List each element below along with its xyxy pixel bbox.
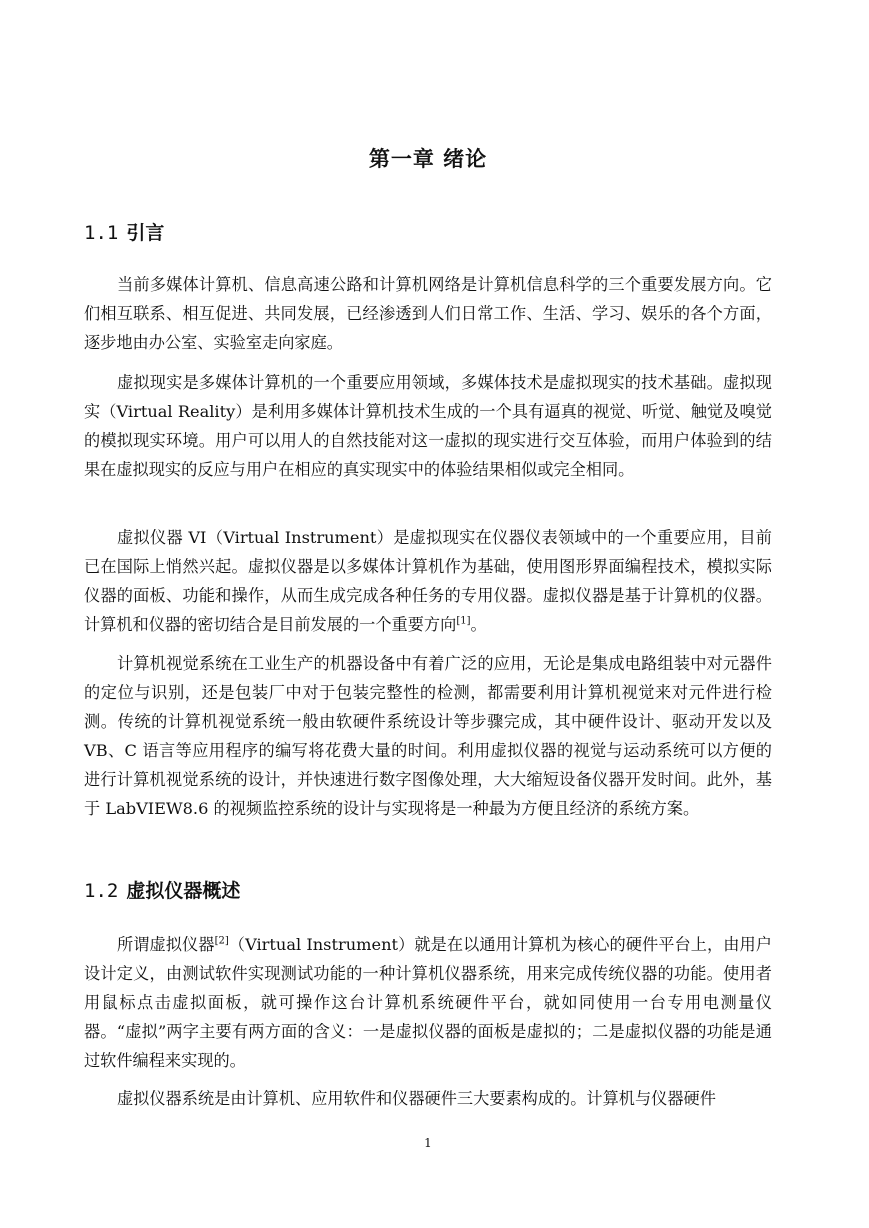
chapter-title: 第一章 绪论 (368, 147, 488, 171)
section-title: 虚拟仪器概述 (126, 880, 241, 902)
section-number: 1.1 (84, 222, 119, 244)
section-heading-1-1 (84, 218, 164, 245)
paragraph-intro-2: 虚拟现实是多媒体计算机的一个重要应用领域，多媒体技术是虚拟现实的技术基础。虚拟现实（Virtual Reality）是利用多媒体计算机技术生成的一个具有逼真的视觉、听觉、触觉及嗅觉的模拟现实环境。用户可以用人的自然技能对这一虚拟的现实进行交互体验，而用户体验到的结果在虚拟现实的反应与用户在相应的真实现实中的体验结果相似或完全相同。 (84, 373, 772, 479)
page-number: 1 (424, 1136, 432, 1150)
paragraph-text-tail: （Virtual Instrument）就是在以通用计算机为核心的硬件平台上，由用户设计定义，由测试软件实现测试功能的一种计算机仪器系统，用来完成传统仪器的功能。使用者用鼠标点击虚拟面板，就可操作这台计算机系统硬件平台，就如同使用一台专用电测量仪器。“虚拟”两字主要有两方面的含义：一是虚拟仪器的面板是虚拟的；二是虚拟仪器的功能是通过软件编程来实现的。 (84, 935, 772, 1070)
paragraph-text: 虚拟仪器 VI（Virtual Instrument）是虚拟现实在仪器仪表领域中的一个重要应用，目前已在国际上悄然兴起。虚拟仪器是以多媒体计算机作为基础，使用图形界面编程技术，模拟实际仪器的面板、功能和操作，从而生成完成各种任务的专用仪器。虚拟仪器是基于计算机的仪器。计算机和仪器的密切结合是目前发展的一个重要方向 (84, 528, 772, 634)
paragraph-intro-4: 计算机视觉系统在工业生产的机器设备中有着广泛的应用，无论是集成电路组装中对元器件的定位与识别，还是包装厂中对于包装完整性的检测，都需要利用计算机视觉来对元件进行检测。传统的计算机视觉系统一般由软硬件系统设计等步骤完成，其中硬件设计、驱动开发以及 VB、C 语言等应用程序的编写将花费大量的时间。利用虚拟仪器的视觉与运动系统可以方便的进行计算机视觉系统的设计，并快速进行数字图像处理，大大缩短设备仪器开发时间。此外，基于 LabVIEW8.6 的视频监控系统的设计与实现将是一种最为方便且经济的系统方案。 (84, 654, 772, 818)
section-heading-1-2 (84, 876, 240, 903)
section-number: 1.2 (84, 880, 119, 902)
paragraph-overview-1 (84, 930, 772, 1075)
paragraph-intro-3 (84, 523, 772, 639)
citation-ref: [1] (456, 615, 471, 627)
document-page (84, 0, 772, 1228)
paragraph-overview-2: 虚拟仪器系统是由计算机、应用软件和仪器硬件三大要素构成的。计算机与仪器硬件 (117, 1089, 716, 1108)
citation-ref: [2] (214, 935, 229, 947)
paragraph-text-tail: 。 (470, 615, 487, 634)
paragraph-intro-1: 当前多媒体计算机、信息高速公路和计算机网络是计算机信息科学的三个重要发展方向。它们相互联系、相互促进、共同发展，已经渗透到人们日常工作、生活、学习、娱乐的各个方面，逐步地由办公室、实验室走向家庭。 (84, 275, 772, 352)
section-title: 引言 (126, 222, 165, 244)
paragraph-text-head: 所谓虚拟仪器 (117, 935, 215, 954)
